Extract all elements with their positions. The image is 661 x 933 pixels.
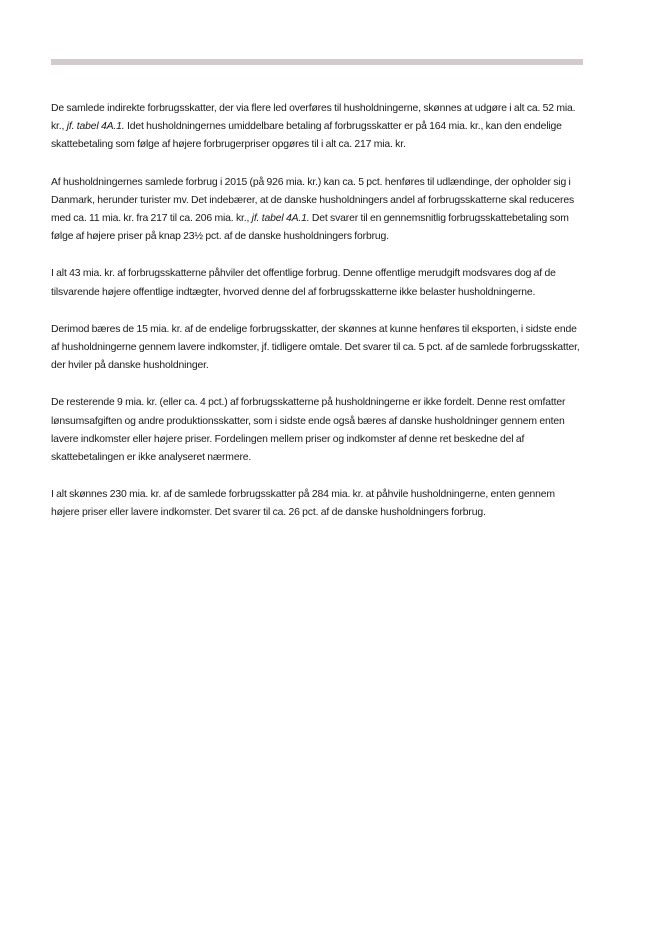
- header-divider: [51, 59, 583, 65]
- table-reference: jf. tabel 4A.1.: [66, 121, 125, 133]
- table-reference: jf. tabel 4A.1.: [251, 213, 310, 225]
- paragraph: [51, 174, 585, 247]
- paragraph-text: I alt 43 mia. kr. af forbrugsskatterne påhviler det offentlige forbrug. Denne offentlige merudgift modsvares dog af de tilsvarende højere offentlige indtægter, hvorved denne del af forbrugsskatterne ikke belaster husholdningerne.: [51, 268, 556, 298]
- paragraph: [51, 265, 585, 301]
- paragraph-text: De samlede indirekte forbrugsskatter, der via flere led overføres til husholdningerne, skønnes at udgøre i alt ca. 52 mia. kr.,: [51, 103, 576, 133]
- document-body: [51, 100, 585, 542]
- paragraph-text: Af husholdningernes samlede forbrug i 2015 (på 926 mia. kr.) kan ca. 5 pct. henføres til udlændinge, der opholder sig i Danmark, herunder turister mv. Det indebærer, at de danske husholdningers andel af forbrugsskatterne skal reduceres med ca. 11 mia. kr. fra 217 til ca. 206 mia. kr.,: [51, 176, 574, 225]
- paragraph-text: Idet husholdningernes umiddelbare betaling af forbrugsskatter er på 164 mia. kr., kan den endelige skattebetaling som følge af højere forbrugerpriser opgøres til i alt ca. 217 mia. kr.: [51, 121, 562, 151]
- paragraph: [51, 100, 585, 155]
- paragraph-text: I alt skønnes 230 mia. kr. af de samlede forbrugsskatter på 284 mia. kr. at påhvile husholdningerne, enten gennem højere priser eller lavere indkomster. Det svarer til ca. 26 pct. af de danske husholdningers forbrug.: [51, 489, 555, 519]
- paragraph-text: De resterende 9 mia. kr. (eller ca. 4 pct.) af forbrugsskatterne på husholdningerne er ikke fordelt. Denne rest omfatter lønsumsafgiften og andre produktionsskatter, som i sidste ende også bæres af danske husholdninger gennem enten lavere indkomster eller højere priser. Fordelingen mellem priser og indkomster af denne ret beskedne del af skattebetalingen er ikke analyseret nærmere.: [51, 397, 566, 464]
- paragraph: [51, 321, 585, 376]
- paragraph-text: Derimod bæres de 15 mia. kr. af de endelige forbrugsskatter, der skønnes at kunne henføres til eksporten, i sidste ende af husholdningerne gennem lavere indkomster, jf. tidligere omtale. Det svarer til ca. 5 pct. af de samlede forbrugsskatter, der hviler på danske husholdninger.: [51, 323, 580, 372]
- paragraph-text: Det svarer til en gennemsnitlig forbrugsskattebetaling som følge af højere priser på knap 23½ pct. af de danske husholdningers forbrug.: [51, 213, 569, 243]
- paragraph: [51, 486, 585, 522]
- paragraph: [51, 394, 585, 467]
